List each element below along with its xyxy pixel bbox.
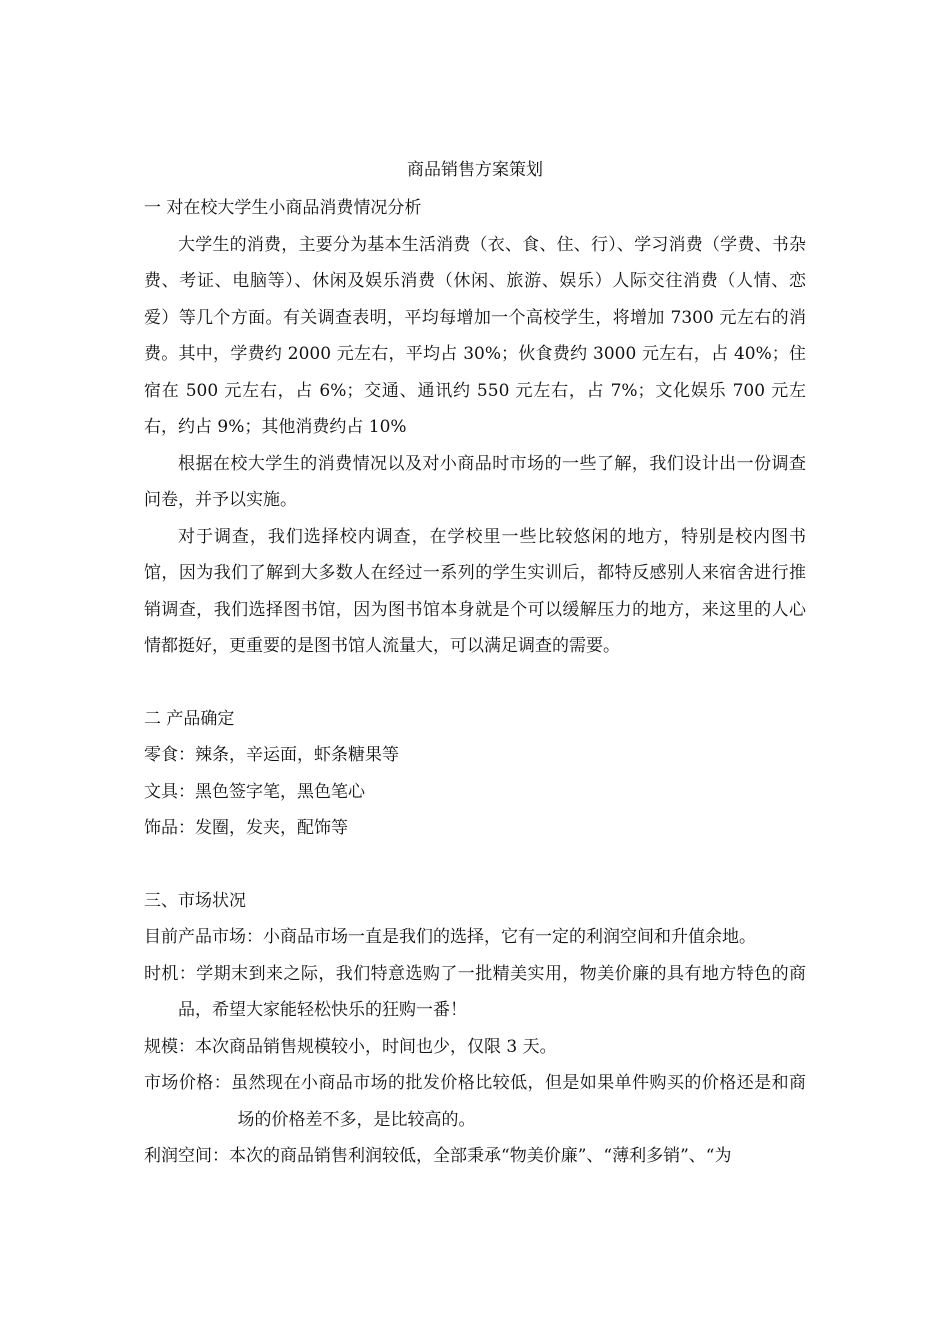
product-accessories: 饰品：发圈，发夹，配饰等	[144, 818, 348, 838]
section-2-heading: 二 产品确定	[144, 708, 235, 729]
market-profit: 利润空间：本次的商品销售利润较低，全部秉承“物美价廉”、“薄利多销”、“为	[144, 1146, 732, 1166]
product-stationery: 文具：黑色签字笔，黑色笔心	[144, 781, 365, 802]
blank-line	[144, 665, 806, 701]
section-3-heading: 三、市场状况	[144, 890, 246, 911]
market-current: 目前产品市场：小商品市场一直是我们的选择，它有一定的利润空间和升值余地。	[144, 927, 756, 947]
market-price: 市场价格：虽然现在小商品市场的批发价格比较低，但是如果单件购买的价格还是和商场的价格差不多，是比较高的。	[144, 1073, 806, 1130]
product-snacks: 零食：辣条，辛运面，虾条糖果等	[144, 745, 399, 765]
section-1-paragraph-3: 对于调查，我们选择校内调查，在学校里一些比较悠闲的地方，特别是校内图书馆，因为我们了解到大多数人在经过一系列的学生实训后，都特反感别人来宿舍进行推销调查，我们选择图书馆，因为图书馆本身就是个可以缓解压力的地方，来这里的人心情都挺好，更重要的是图书馆人流量大，可以满足调查的需要。	[144, 526, 806, 656]
document-title: 商品销售方案策划	[407, 160, 543, 180]
section-1-paragraph-2: 根据在校大学生的消费情况以及对小商品时市场的一些了解，我们设计出一份调查问卷，并予以实施。	[144, 453, 806, 510]
section-1-heading: 一 对在校大学生小商品消费情况分析	[144, 198, 422, 218]
blank-line	[144, 847, 806, 883]
document-body	[144, 190, 806, 1175]
market-timing: 时机：学期末到来之际，我们特意选购了一批精美实用，物美价廉的具有地方特色的商品，希望大家能轻松快乐的狂购一番！	[144, 963, 806, 1020]
market-scale: 规模：本次商品销售规模较小，时间也少，仅限 3 天。	[144, 1036, 557, 1057]
section-1-paragraph-1: 大学生的消费，主要分为基本生活消费（衣、食、住、行）、学习消费（学费、书杂费、考证、电脑等）、休闲及娱乐消费（休闲、旅游、娱乐）人际交往消费（人情、恋爱）等几个方面。有关调查表明，平均每增加一个高校学生，将增加 7300 元左右的消费。其中，学费约 2000 元左右，平均占 30%；伙食费约 3000 元左右，占 40%；住宿在 500 元左右，占 6%；交通、通讯约 550 元左右，占 7%；文化娱乐 700 元左右，约占 9%；其他消费约占 10%	[144, 234, 806, 437]
